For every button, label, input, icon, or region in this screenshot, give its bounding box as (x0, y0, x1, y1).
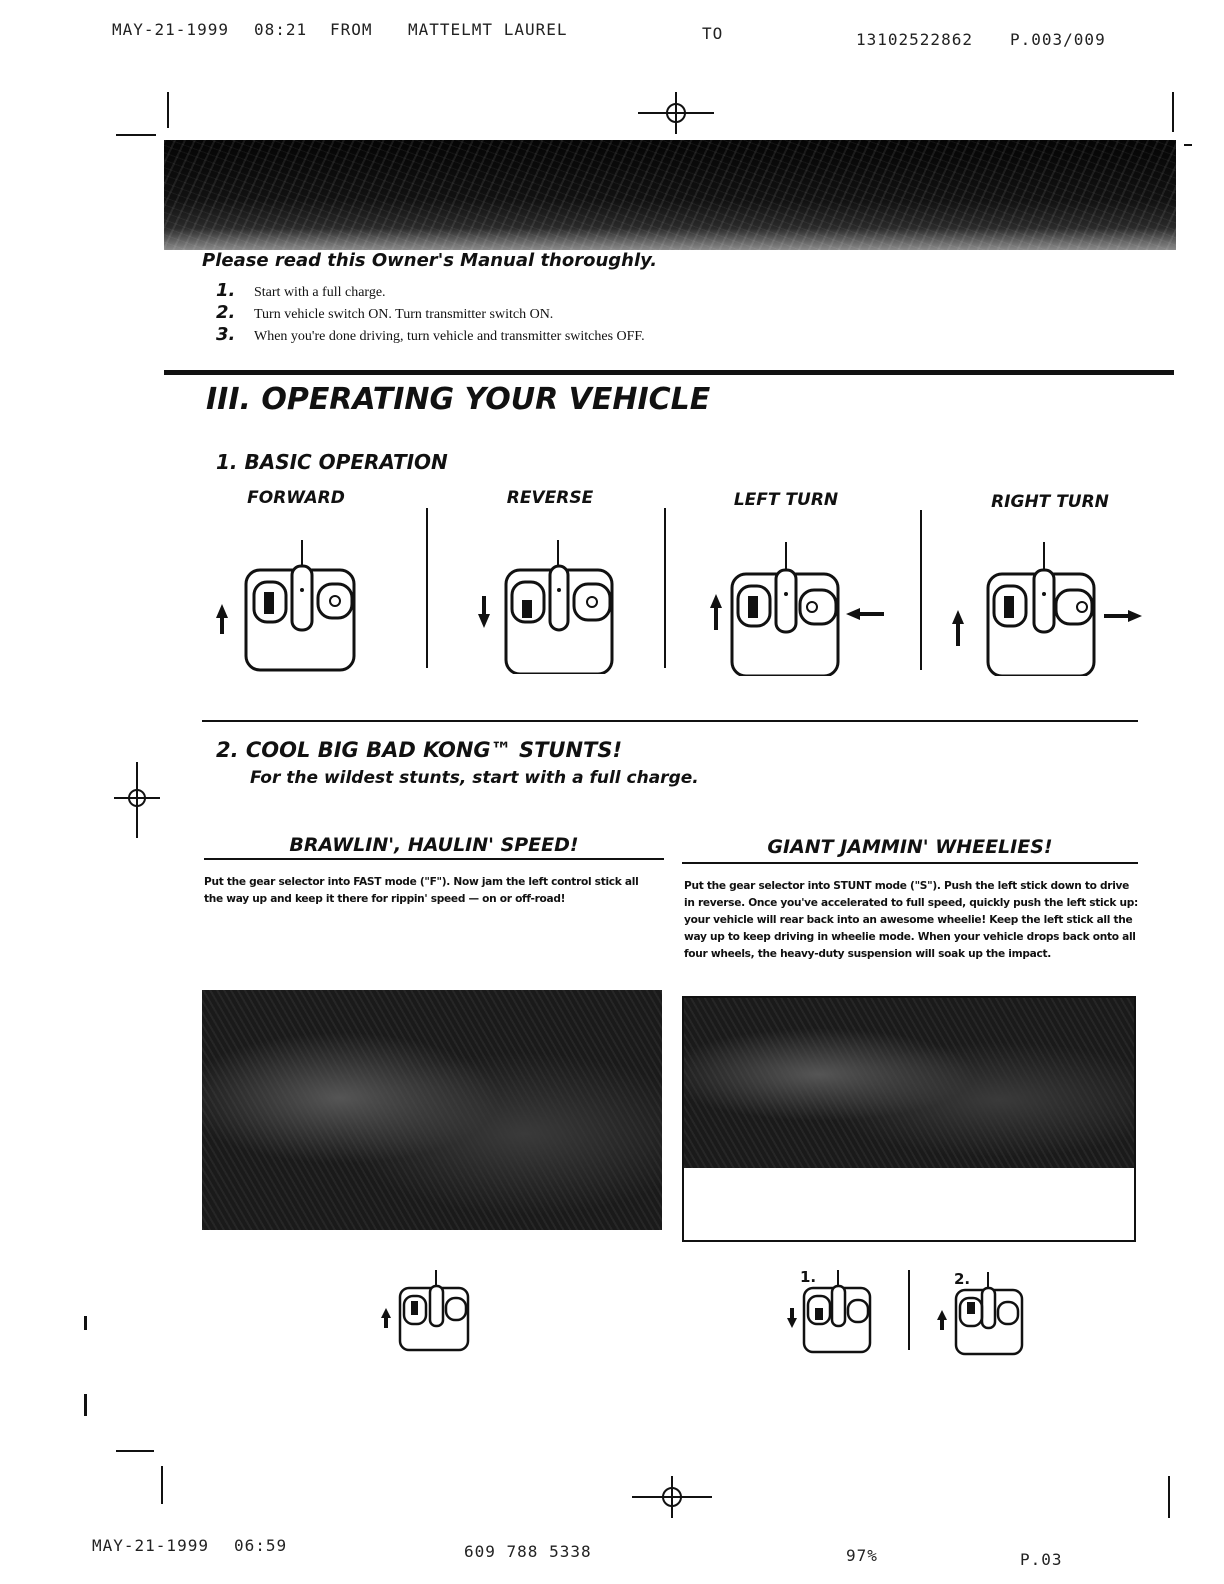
transmitter-forward-icon (206, 538, 366, 674)
fax-sender: MATTELMT LAUREL (408, 20, 568, 39)
fax-date: MAY-21-1999 (112, 20, 229, 39)
registration-mark-icon (630, 1474, 714, 1520)
transmitter-speed-icon (376, 1268, 476, 1354)
intro-heading: Please read this Owner's Manual thoroughly. (202, 250, 658, 271)
crop-mark (1168, 1476, 1170, 1518)
footer-date: MAY-21-1999 (92, 1536, 209, 1555)
crop-mark (1184, 144, 1192, 146)
intro-step (216, 302, 553, 323)
wheelies-title: GIANT JAMMIN' WHEELIES! (767, 836, 1053, 858)
stunts-title: 2. COOL BIG BAD KONG™ STUNTS! (216, 738, 623, 762)
section-title: III. OPERATING YOUR VEHICLE (206, 382, 711, 417)
column-divider (920, 510, 922, 670)
fax-page: P.003/009 (1010, 30, 1106, 49)
column-divider (908, 1270, 910, 1350)
transmitter-left-turn-icon (700, 540, 890, 676)
section-divider (164, 370, 1174, 375)
step-text: Turn vehicle switch ON. Turn transmitter switch ON. (254, 307, 554, 322)
transmitter-reverse-icon (466, 538, 626, 674)
crop-mark (161, 1466, 163, 1504)
label-forward: FORWARD (247, 488, 345, 508)
footer-phone: 609 788 5338 (464, 1542, 592, 1561)
speed-title: BRAWLIN', HAULIN' SPEED! (289, 834, 579, 856)
registration-mark-icon (636, 90, 716, 136)
fax-from-label: FROM (330, 20, 373, 39)
speed-text: Put the gear selector into FAST mode ("F"). Now jam the left control stick all the way up and keep it there for rippin' speed — on or off-road! (204, 876, 639, 905)
label-reverse: REVERSE (506, 488, 594, 508)
wheelie-photo-frame (682, 996, 1136, 1242)
wheelie-photo (684, 998, 1134, 1168)
header-banner (164, 140, 1176, 250)
wheelies-title-underline (682, 862, 1138, 864)
column-divider (664, 508, 666, 668)
scan-artifact (84, 1394, 87, 1416)
fax-to-label: TO (702, 24, 724, 43)
crop-mark (167, 92, 169, 128)
step-number: 3. (216, 324, 236, 345)
crop-mark (1172, 92, 1174, 132)
step-number: 1. (216, 280, 236, 301)
label-right-turn: RIGHT TURN (991, 492, 1109, 512)
stunts-subtitle: For the wildest stunts, start with a full charge. (250, 768, 699, 788)
wheelies-text: Put the gear selector into STUNT mode ("S"). Push the left stick down to drive in reverse. Once you've accelerated to full speed, quickly push the left stick up: your vehicle will rear back into an awesome wheelie! Keep the left stick all the way up to keep driving in wheelie mode. When your vehicle drops back onto all four wheels, the heavy-duty suspension will soak up the impact. (684, 880, 1138, 960)
speed-title-underline (204, 858, 664, 860)
footer-percent: 97% (846, 1546, 878, 1565)
column-divider (426, 508, 428, 668)
footer-page: P.03 (1020, 1550, 1063, 1569)
transmitter-right-turn-icon (944, 540, 1144, 676)
fax-time: 08:21 (254, 20, 308, 39)
speed-photo (202, 990, 662, 1230)
basic-operation-title: 1. BASIC OPERATION (216, 450, 448, 474)
step-text: When you're done driving, turn vehicle and transmitter switches OFF. (254, 329, 645, 344)
intro-step (216, 324, 645, 345)
step-number: 2. (216, 302, 236, 323)
footer-time: 06:59 (234, 1536, 288, 1555)
intro-step (216, 280, 386, 301)
transmitter-wheelie-step2-icon (930, 1270, 1030, 1358)
subsection-divider (202, 720, 1138, 722)
fax-number: 13102522862 (856, 30, 973, 49)
crop-mark (116, 1450, 154, 1452)
scan-artifact (84, 1316, 87, 1330)
registration-mark-icon (112, 760, 162, 840)
transmitter-wheelie-step1-icon (780, 1268, 880, 1356)
wheelie-step-1-label: 1. (800, 1268, 817, 1286)
crop-mark (116, 134, 156, 136)
label-left-turn: LEFT TURN (733, 490, 839, 510)
step-text: Start with a full charge. (254, 285, 386, 300)
wheelie-step-2-label: 2. (954, 1270, 971, 1288)
